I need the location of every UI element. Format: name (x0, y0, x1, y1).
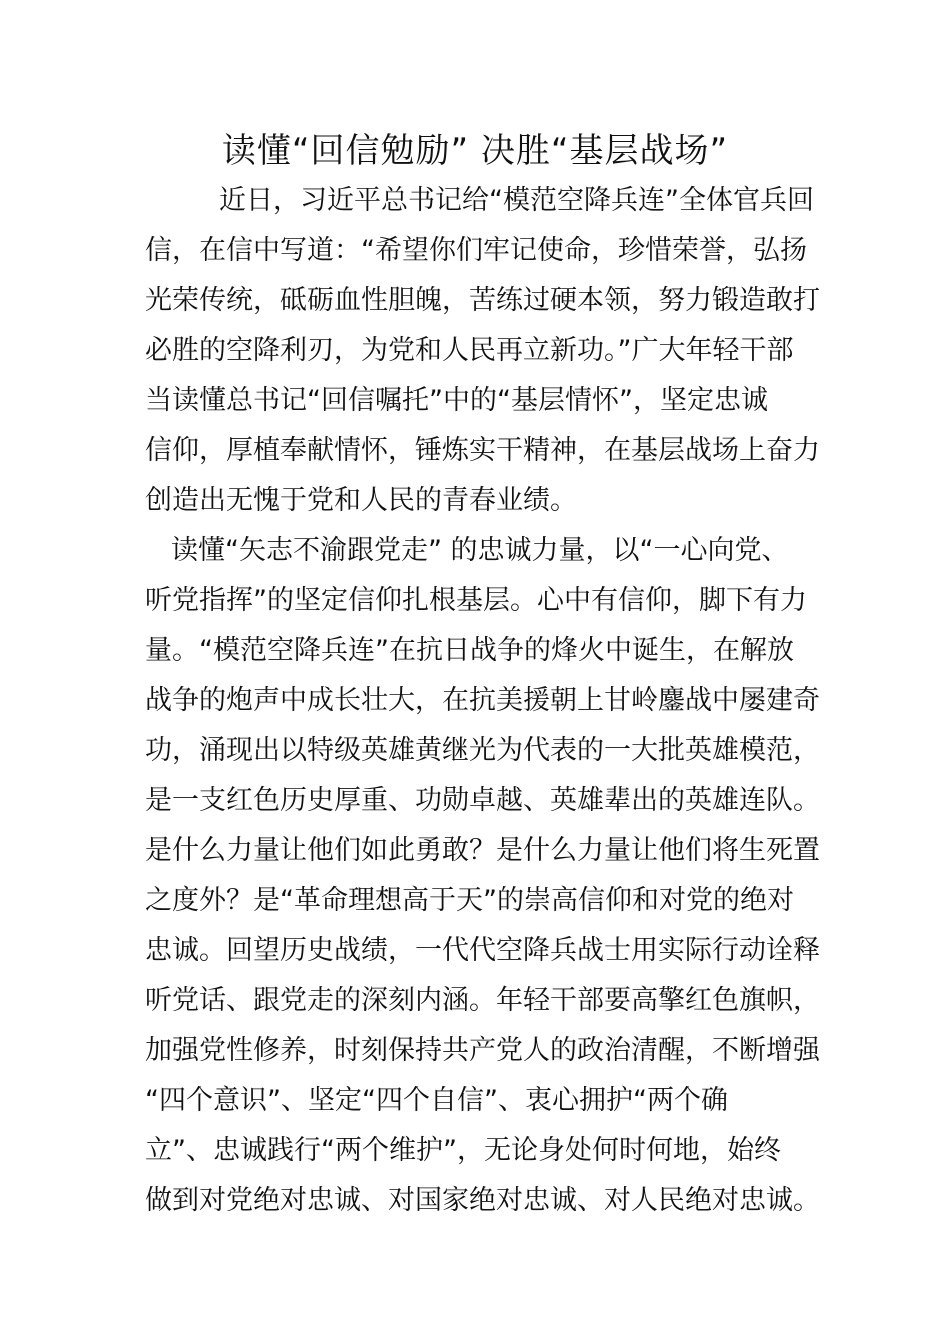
paragraph-line: 必胜的空降利刃，为党和人民再立新功。”广大年轻干部 (145, 335, 794, 366)
paragraph-line: 听党指挥”的坚定信仰扎根基层。心中有信仰，脚下有力 (145, 585, 807, 616)
paragraph-line: 功，涌现出以特级英雄黄继光为代表的一大批英雄模范， (145, 735, 820, 766)
paragraph-line: “四个意识”、坚定“四个自信”、衷心拥护“两个确 (145, 1085, 728, 1116)
document-title: 读懂“回信勉励” 决胜“基层战场” (221, 131, 729, 171)
paragraph-line: 是一支红色历史厚重、功勋卓越、英雄辈出的英雄连队。 (145, 785, 820, 816)
paragraph-line: 立”、忠诚践行“两个维护”，无论身处何时何地，始终 (145, 1135, 781, 1166)
paragraph-line: 光荣传统，砥砺血性胆魄，苦练过硬本领，努力锻造敢打 (145, 285, 820, 316)
paragraph-line: 加强党性修养，时刻保持共产党人的政治清醒，不断增强 (145, 1035, 820, 1066)
paragraph-line: 当读懂总书记“回信嘱托”中的“基层情怀”，坚定忠诚 (145, 385, 768, 416)
paragraph-line: 之度外？是“革命理想高于天”的崇高信仰和对党的绝对 (145, 885, 794, 916)
paragraph-line: 创造出无愧于党和人民的青春业绩。 (145, 485, 577, 516)
paragraph-line: 做到对党绝对忠诚、对国家绝对忠诚、对人民绝对忠诚。 (145, 1185, 820, 1216)
paragraph-line: 信，在信中写道：“希望你们牢记使命，珍惜荣誉，弘扬 (145, 235, 807, 266)
paragraph-line: 信仰，厚植奉献情怀，锤炼实干精神，在基层战场上奋力 (145, 435, 820, 466)
paragraph-line: 战争的炮声中成长壮大，在抗美援朝上甘岭鏖战中屡建奇 (145, 685, 820, 716)
paragraph-line: 近日，习近平总书记给“模范空降兵连”全体官兵回 (219, 185, 814, 216)
paragraph-line: 量。“模范空降兵连”在抗日战争的烽火中诞生，在解放 (145, 635, 794, 666)
paragraph-line: 是什么力量让他们如此勇敢？是什么力量让他们将生死置 (145, 835, 820, 866)
paragraph-line: 听党话、跟党走的深刻内涵。年轻干部要高擎红色旗帜， (145, 985, 820, 1016)
paragraph-line: 忠诚。回望历史战绩，一代代空降兵战士用实际行动诠释 (145, 935, 820, 966)
paragraph-line: 读懂“矢志不渝跟党走” 的忠诚力量，以“一心向党、 (171, 535, 789, 566)
